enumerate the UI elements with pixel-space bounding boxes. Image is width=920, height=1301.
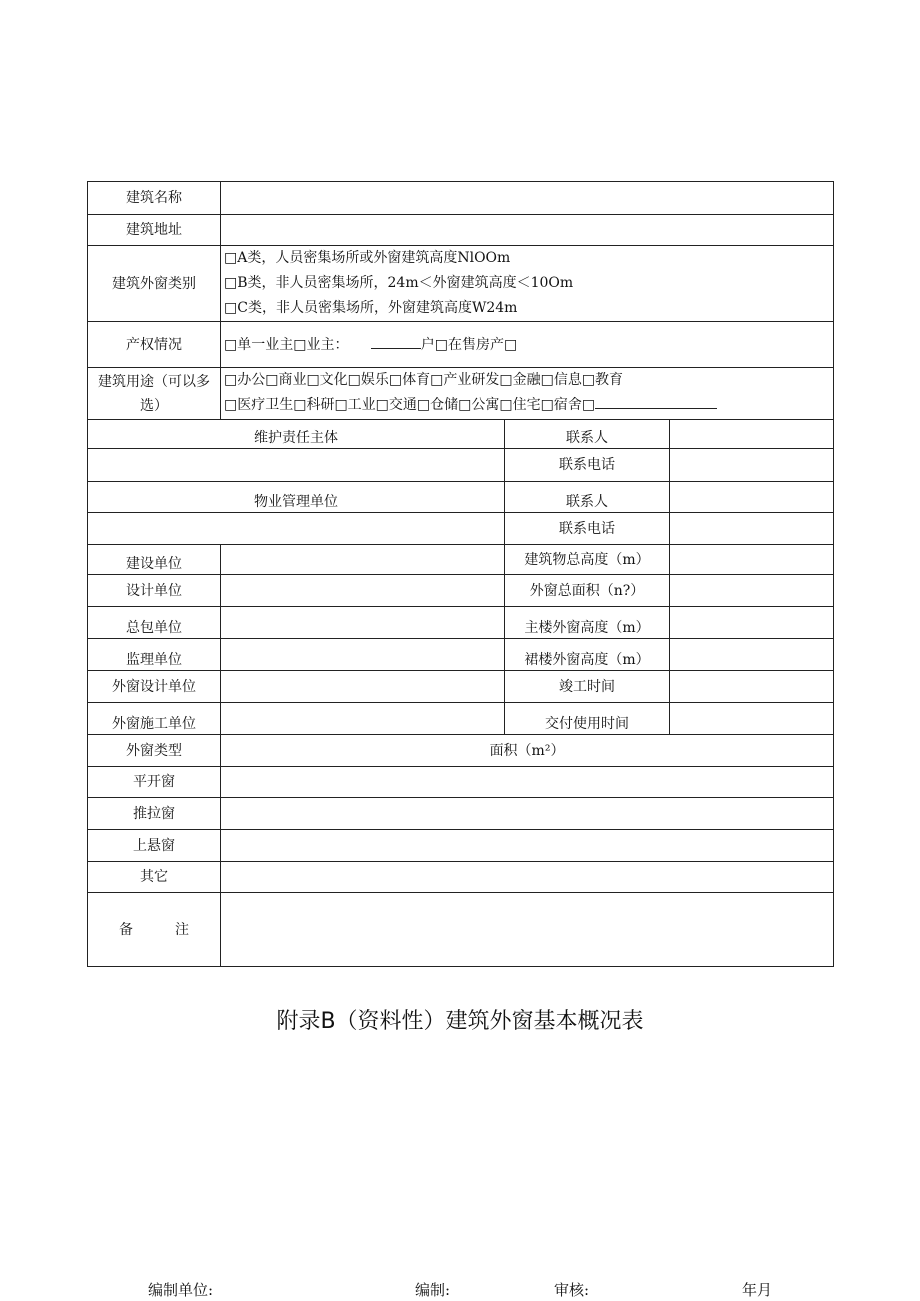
podium-window-height-label: 裙楼外窗高度（m） (505, 639, 670, 671)
footer-compiling-unit: 编制单位: (148, 1281, 214, 1299)
construction-unit-label: 建设单位 (88, 545, 221, 575)
usage-options-line-2[interactable] (224, 393, 830, 418)
usage-options-line-2-text[interactable]: □医疗卫生□科研□工业□交通□仓储□公寓□住宅□宿舍□ (224, 397, 596, 413)
window-category-label: 建筑外窗类别 (88, 246, 221, 322)
document-title: 附录B（资料性）建筑外窗基本概况表 (276, 1009, 644, 1034)
design-unit-label: 设计单位 (88, 575, 221, 607)
window-category-option-c[interactable]: □C类，非人员密集场所，外窗建筑高度W24m (224, 300, 518, 316)
property-mgmt-contact-phone-value[interactable] (670, 513, 834, 545)
window-design-unit-label: 外窗设计单位 (88, 671, 221, 703)
remarks-label (88, 893, 221, 967)
usage-other-blank[interactable] (595, 394, 717, 409)
footer-date: 年月 (742, 1281, 773, 1299)
maintenance-contact-phone-value[interactable] (670, 449, 834, 482)
delivery-time-value[interactable] (670, 703, 834, 735)
building-name-label: 建筑名称 (88, 182, 221, 215)
property-mgmt-value[interactable] (88, 513, 505, 545)
supervision-unit-label: 监理单位 (88, 639, 221, 671)
main-window-height-label: 主楼外窗高度（m） (505, 607, 670, 639)
window-type-other: 其它 (88, 862, 221, 893)
maintenance-entity-value[interactable] (88, 449, 505, 482)
window-type-top-hung: 上悬窗 (88, 830, 221, 862)
area-header: 面积（m²） (221, 735, 834, 767)
footer-compiled-by: 编制: (415, 1281, 451, 1299)
maintenance-contact-phone-label: 联系电话 (505, 449, 670, 482)
maintenance-contact-person-label: 联系人 (505, 420, 670, 449)
main-window-height-value[interactable] (670, 607, 834, 639)
total-height-value[interactable] (670, 545, 834, 575)
general-contractor-label: 总包单位 (88, 607, 221, 639)
window-area-casement[interactable] (221, 767, 834, 798)
usage-options-line-1[interactable]: □办公□商业□文化□娱乐□体育□产业研发□金融□信息□教育 (224, 372, 624, 388)
remarks-label-char-2: 注 (175, 921, 189, 938)
maintenance-entity-label: 维护责任主体 (88, 420, 505, 449)
property-option-text-b[interactable]: 户□在售房产□ (420, 337, 518, 353)
window-design-unit-value[interactable] (221, 671, 505, 703)
window-type-sliding: 推拉窗 (88, 798, 221, 830)
total-window-area-label: 外窗总面积（n?） (505, 575, 670, 607)
general-contractor-value[interactable] (221, 607, 505, 639)
window-category-option-a[interactable]: □A类，人员密集场所或外窗建筑高度NlOOm (224, 250, 511, 266)
remarks-label-char-1: 备 (119, 921, 133, 938)
total-height-label: 建筑物总高度（m） (505, 545, 670, 575)
property-mgmt-contact-phone-label: 联系电话 (505, 513, 670, 545)
maintenance-contact-person-value[interactable] (670, 420, 834, 449)
window-type-header: 外窗类型 (88, 735, 221, 767)
window-category-option-b[interactable]: □B类，非人员密集场所，24m＜外窗建筑高度＜10Om (224, 275, 574, 291)
window-construction-unit-label: 外窗施工单位 (88, 703, 221, 735)
completion-time-label: 竣工时间 (505, 671, 670, 703)
property-label: 产权情况 (88, 322, 221, 368)
usage-options[interactable] (221, 368, 834, 420)
window-category-options[interactable] (221, 246, 834, 322)
usage-label: 建筑用途（可以多选） (88, 368, 221, 420)
property-mgmt-label: 物业管理单位 (88, 482, 505, 513)
building-window-overview-table (87, 181, 834, 967)
property-options[interactable] (221, 322, 834, 368)
footer-reviewed-by: 审核: (554, 1281, 590, 1299)
window-area-sliding[interactable] (221, 798, 834, 830)
supervision-unit-value[interactable] (221, 639, 505, 671)
construction-unit-value[interactable] (221, 545, 505, 575)
window-type-casement: 平开窗 (88, 767, 221, 798)
completion-time-value[interactable] (670, 671, 834, 703)
property-mgmt-contact-person-label: 联系人 (505, 482, 670, 513)
design-unit-value[interactable] (221, 575, 505, 607)
total-window-area-value[interactable] (670, 575, 834, 607)
property-option-text-a[interactable]: □单一业主□业主： (224, 337, 349, 353)
building-address-value[interactable] (221, 215, 834, 246)
podium-window-height-value[interactable] (670, 639, 834, 671)
window-area-top-hung[interactable] (221, 830, 834, 862)
property-mgmt-contact-person-value[interactable] (670, 482, 834, 513)
delivery-time-label: 交付使用时间 (505, 703, 670, 735)
building-name-value[interactable] (221, 182, 834, 215)
remarks-value[interactable] (221, 893, 834, 967)
window-area-other[interactable] (221, 862, 834, 893)
owner-count-blank[interactable] (371, 334, 421, 349)
window-construction-unit-value[interactable] (221, 703, 505, 735)
building-address-label: 建筑地址 (88, 215, 221, 246)
